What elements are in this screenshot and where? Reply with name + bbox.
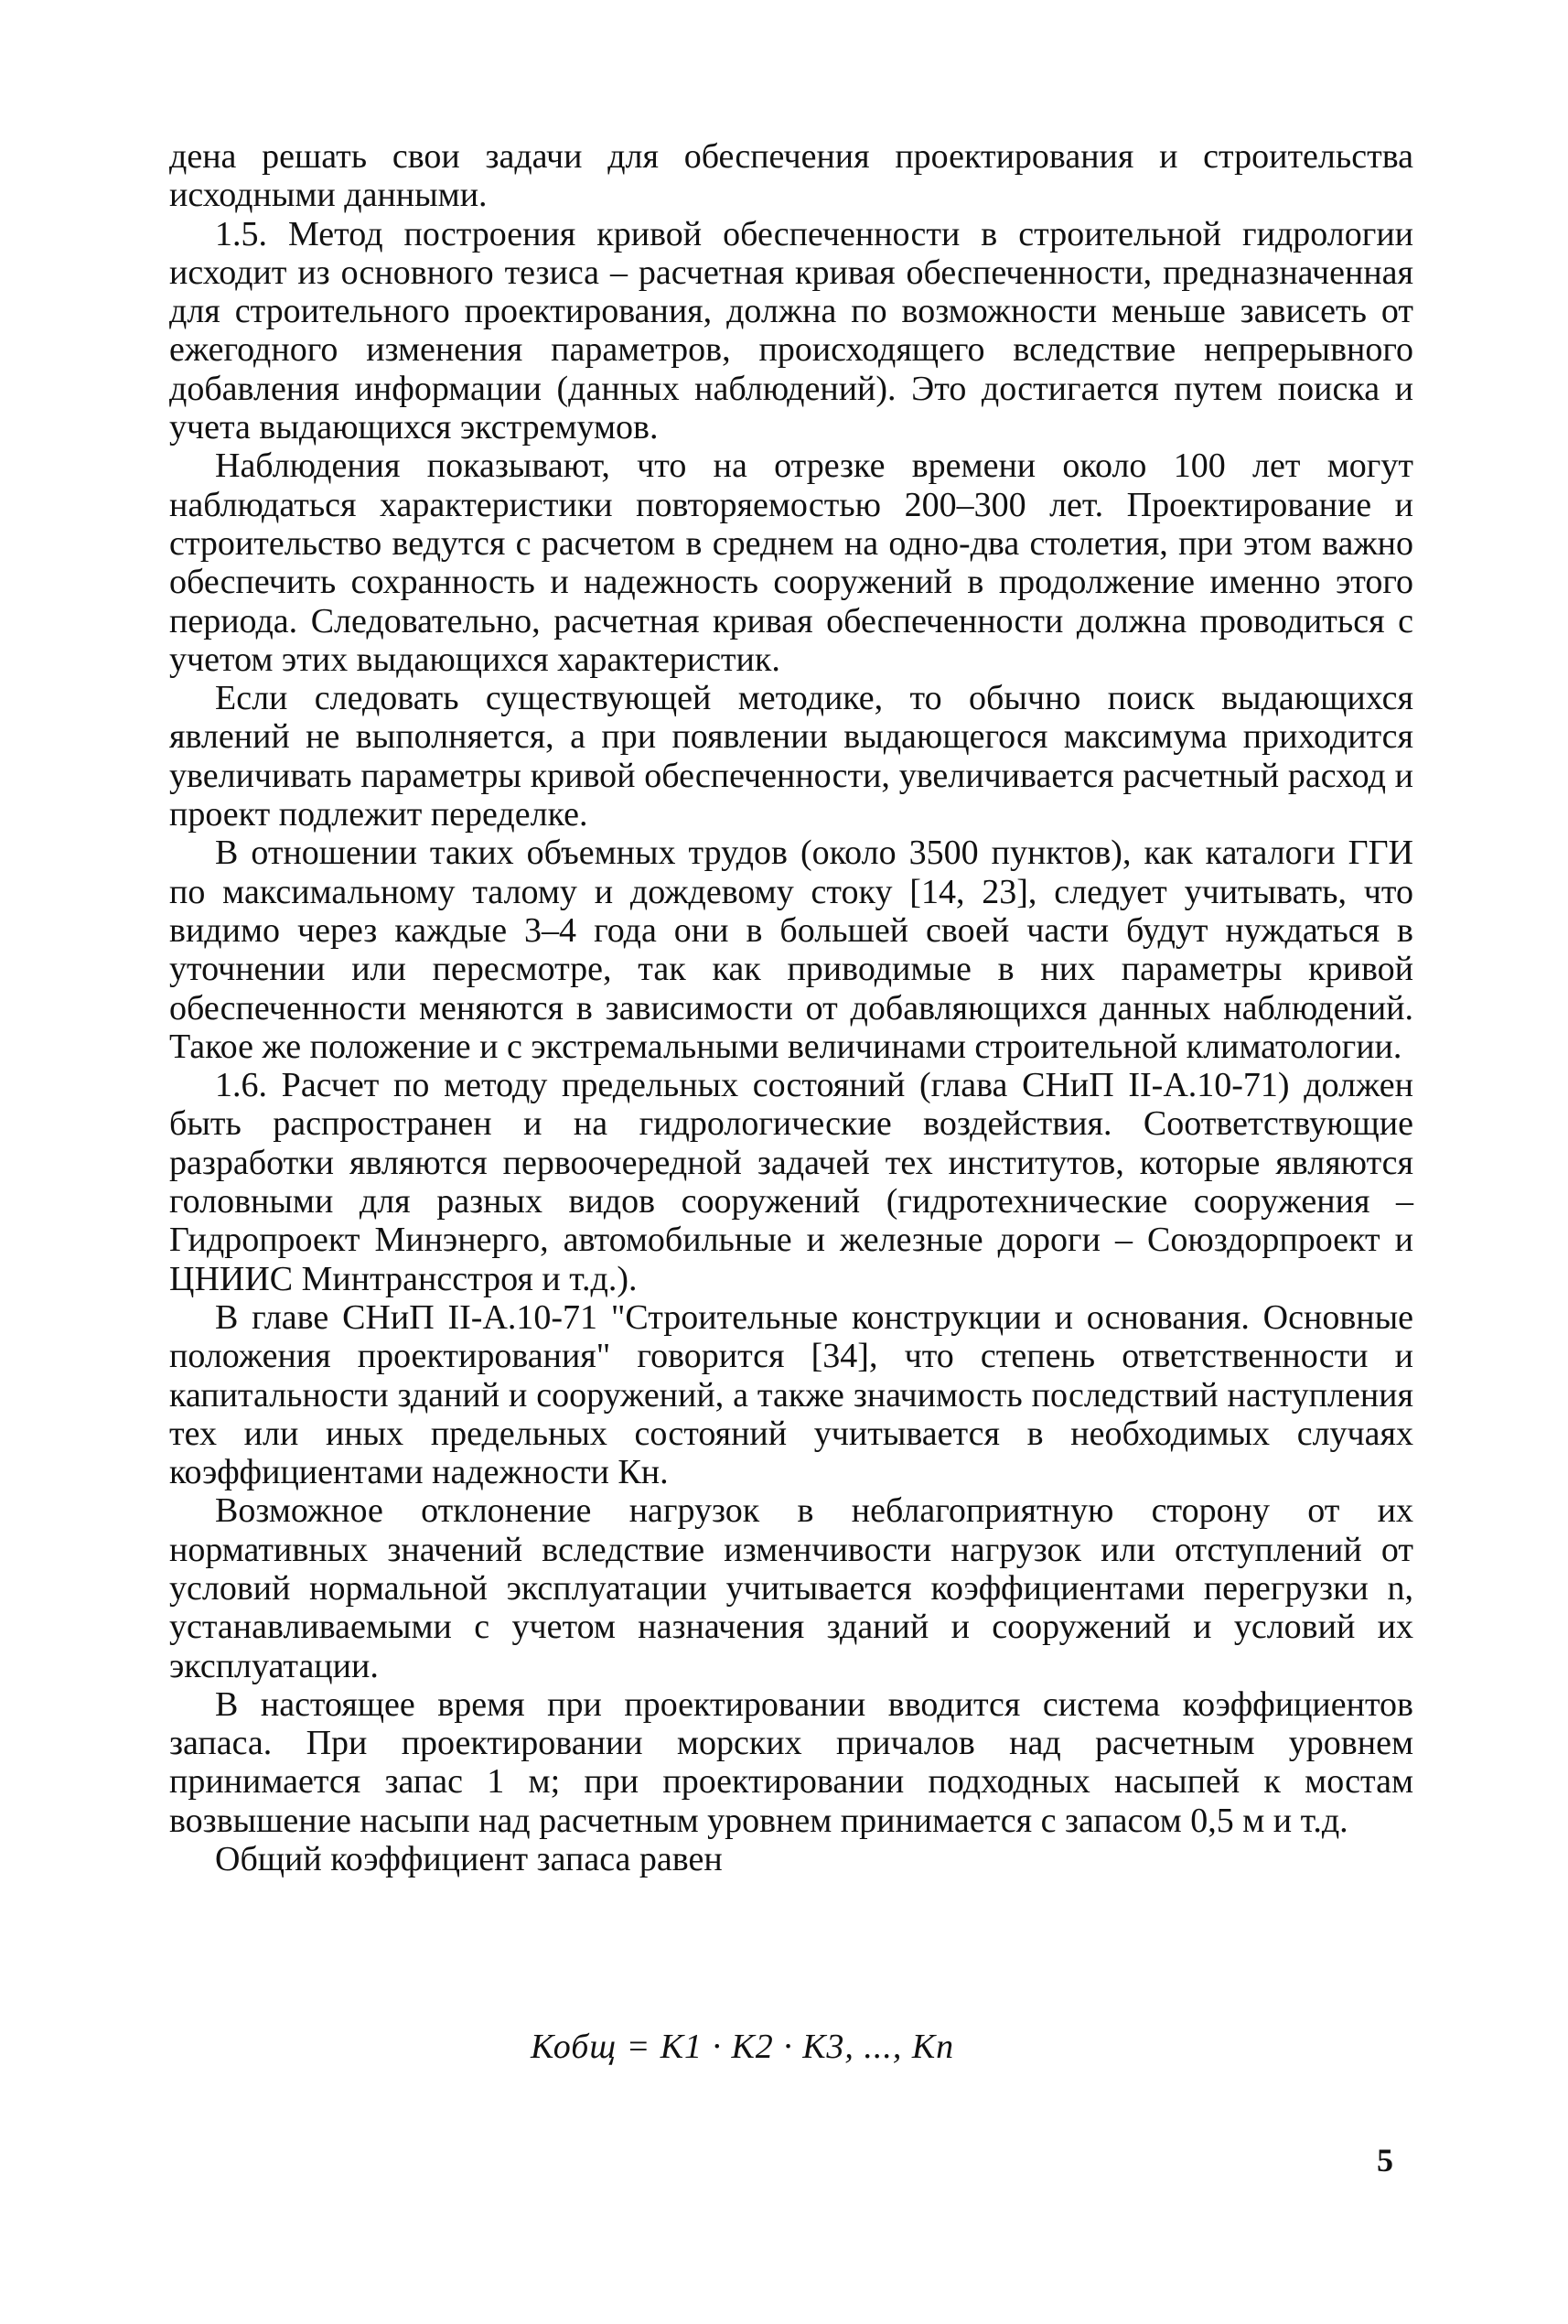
paragraph-2: 1.5. Метод построения кривой обеспеченности в строительной гидрологии исходит из основного тезиса – расчетная кривая обеспеченности, предназначенная для строительного проектирования, должна по возможности меньше зависеть от ежегодного изменения параметров, происходящего вследствие непрерывного добавления информации (данных наблюдений). Это достигается путем поиска и учета выдающихся экстремумов. xyxy=(169,214,1413,447)
paragraph-8: Возможное отклонение нагрузок в неблагоприятную сторону от их нормативных значений вследствие изменчивости нагрузок или отступлений от условий нормальной эксплуатации учитывается коэффициентами перегрузки n, устанавливаемыми с учетом назначения зданий и сооружений и условий их эксплуатации. xyxy=(169,1491,1413,1685)
paragraph-6: 1.6. Расчет по методу предельных состояний (глава СНиП II-А.10-71) должен быть распространен и на гидрологические воздействия. Соответствующие разработки являются первоочередной задачей тех институтов, которые являются головными для разных видов сооружений (гидротехнические сооружения – Гидропроект Минэнерго, автомобильные и железные дороги – Союздорпроект и ЦНИИС Минтрансстроя и т.д.). xyxy=(169,1066,1413,1298)
paragraph-10: Общий коэффициент запаса равен xyxy=(215,1840,723,1879)
paragraph-1: дена решать свои задачи для обеспечения проектирования и строительства исходными данными. xyxy=(169,137,1413,215)
paragraph-4: Если следовать существующей методике, то обычно поиск выдающихся явлений не выполняется, а при появлении выдающегося максимума приходится увеличивать параметры кривой обеспеченности, увеличивается расчетный расход и проект подлежит переделке. xyxy=(169,679,1413,834)
page-number: 5 xyxy=(1377,2142,1393,2179)
body-text xyxy=(169,137,1413,1878)
paragraph-3: Наблюдения показывают, что на отрезке времени около 100 лет могут наблюдаться характеристики повторяемостью 200–300 лет. Проектирование и строительство ведутся с расчетом в среднем на одно-два столетия, при этом важно обеспечить сохранность и надежность сооружений в продолжение именно этого периода. Следовательно, расчетная кривая обеспеченности должна проводиться с учетом этих выдающихся характеристик. xyxy=(169,447,1413,679)
paragraph-5: В отношении таких объемных трудов (около 3500 пунктов), как каталоги ГГИ по максимальному талому и дождевому стоку [14, 23], следует учитывать, что видимо через каждые 3–4 года они в большей своей части будут нуждаться в уточнении или пересмотре, так как приводимые в них параметры кривой обеспеченности меняются в зависимости от добавляющихся данных наблюдений. Такое же положение и с экстремальными величинами строительной климатологии. xyxy=(169,834,1413,1066)
paragraph-7: В главе СНиП II-А.10-71 "Строительные конструкции и основания. Основные положения проектирования" говорится [34], что степень ответственности и капитальности зданий и сооружений, а также значимость последствий наступления тех или иных предельных состояний учитывается в необходимых случаях коэффициентами надежности Кн. xyxy=(169,1297,1413,1492)
paragraph-9: В настоящее время при проектировании вводится система коэффициентов запаса. При проектировании морских причалов над расчетным уровнем принимается запас 1 м; при проектировании подходных насыпей к мостам возвышение насыпи над расчетным уровнем принимается с запасом 0,5 м и т.д. xyxy=(169,1684,1413,1840)
formula: Кобщ = К1 · К2 · К3, ..., Кn xyxy=(531,2028,955,2066)
